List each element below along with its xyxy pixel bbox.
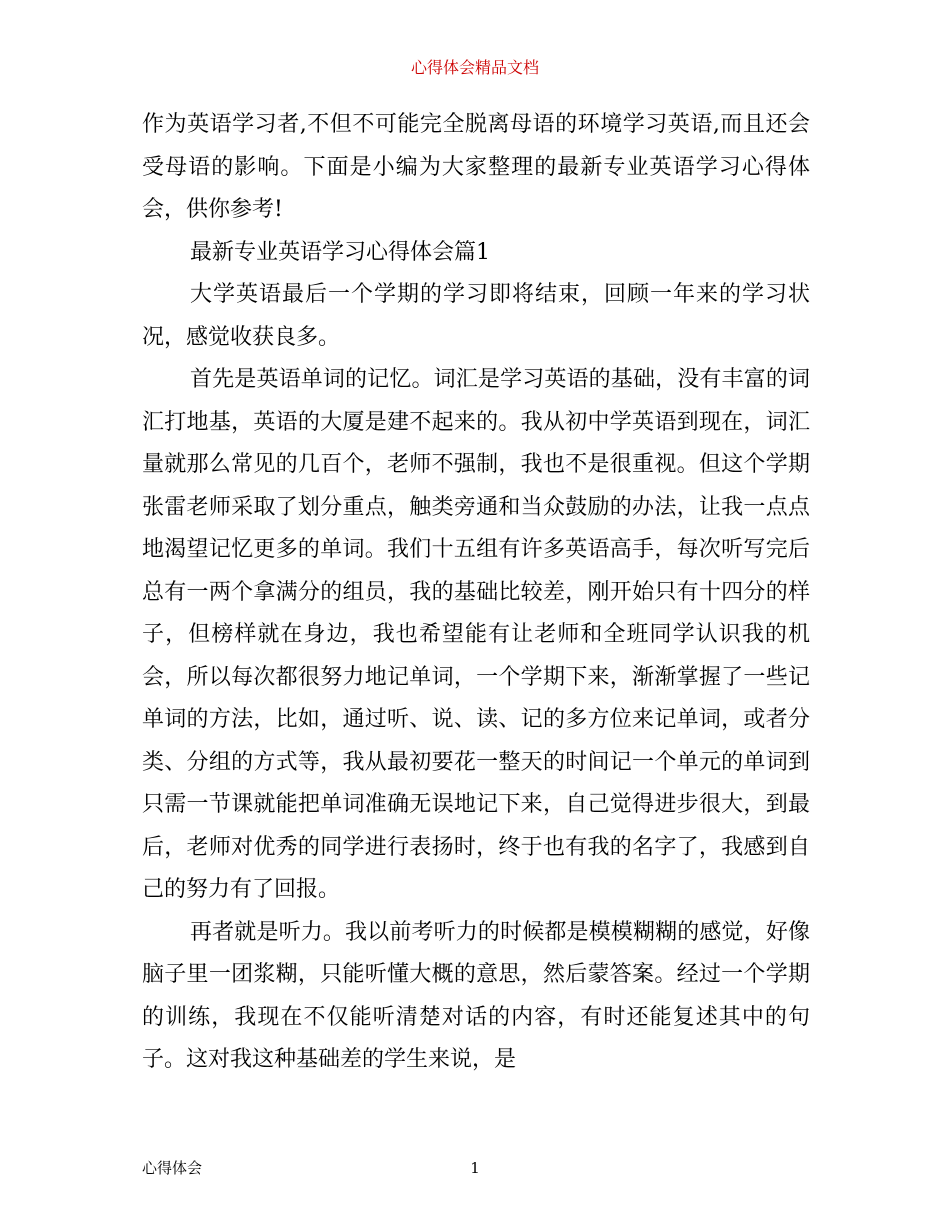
section-heading: 最新专业英语学习心得体会篇1 [190, 239, 490, 265]
body-paragraph: 首先是英语单词的记忆。词汇是学习英语的基础，没有丰富的词汇打地基，英语的大厦是建不起来的。我从初中学英语到现在，词汇量就那么常见的几百个，老师不强制，我也不是很重视。但这个学期张雷老师采取了划分重点，触类旁通和当众鼓励的办法，让我一点点地渴望记忆更多的单词。我们十五组有许多英语高手，每次听写完后总有一两个拿满分的组员，我的基础比较差，刚开始只有十四分的样子，但榜样就在身边，我也希望能有让老师和全班同学认识我的机会，所以每次都很努力地记单词，一个学期下来，渐渐掌握了一些记单词的方法，比如，通过听、说、读、记的多方位来记单词，或者分类、分组的方式等，我从最初要花一整天的时间记一个单元的单词到只需一节课就能把单词准确无误地记下来，自己觉得进步很大，到最后，老师对优秀的同学进行表扬时，终于也有我的名字了，我感到自己的努力有了回报。 [142, 367, 810, 902]
intro-paragraph: 作为英语学习者,不但不可能完全脱离母语的环境学习英语,而且还会受母语的影响。下面是小编为大家整理的最新专业英语学习心得体会，供你参考! [142, 112, 810, 222]
footer-label: 心得体会 [142, 1159, 203, 1177]
page-number: 1 [470, 1159, 480, 1177]
body-paragraph: 再者就是听力。我以前考听力的时候都是模模糊糊的感觉，好像脑子里一团浆糊，只能听懂大概的意思，然后蒙答案。经过一个学期的训练，我现在不仅能听清楚对话的内容，有时还能复述其中的句子。这对我这种基础差的学生来说，是 [142, 919, 810, 1072]
body-paragraph: 大学英语最后一个学期的学习即将结束，回顾一年来的学习状况，感觉收获良多。 [142, 282, 810, 350]
document-header-title: 心得体会精品文档 [410, 58, 539, 77]
document-body [142, 104, 810, 1082]
